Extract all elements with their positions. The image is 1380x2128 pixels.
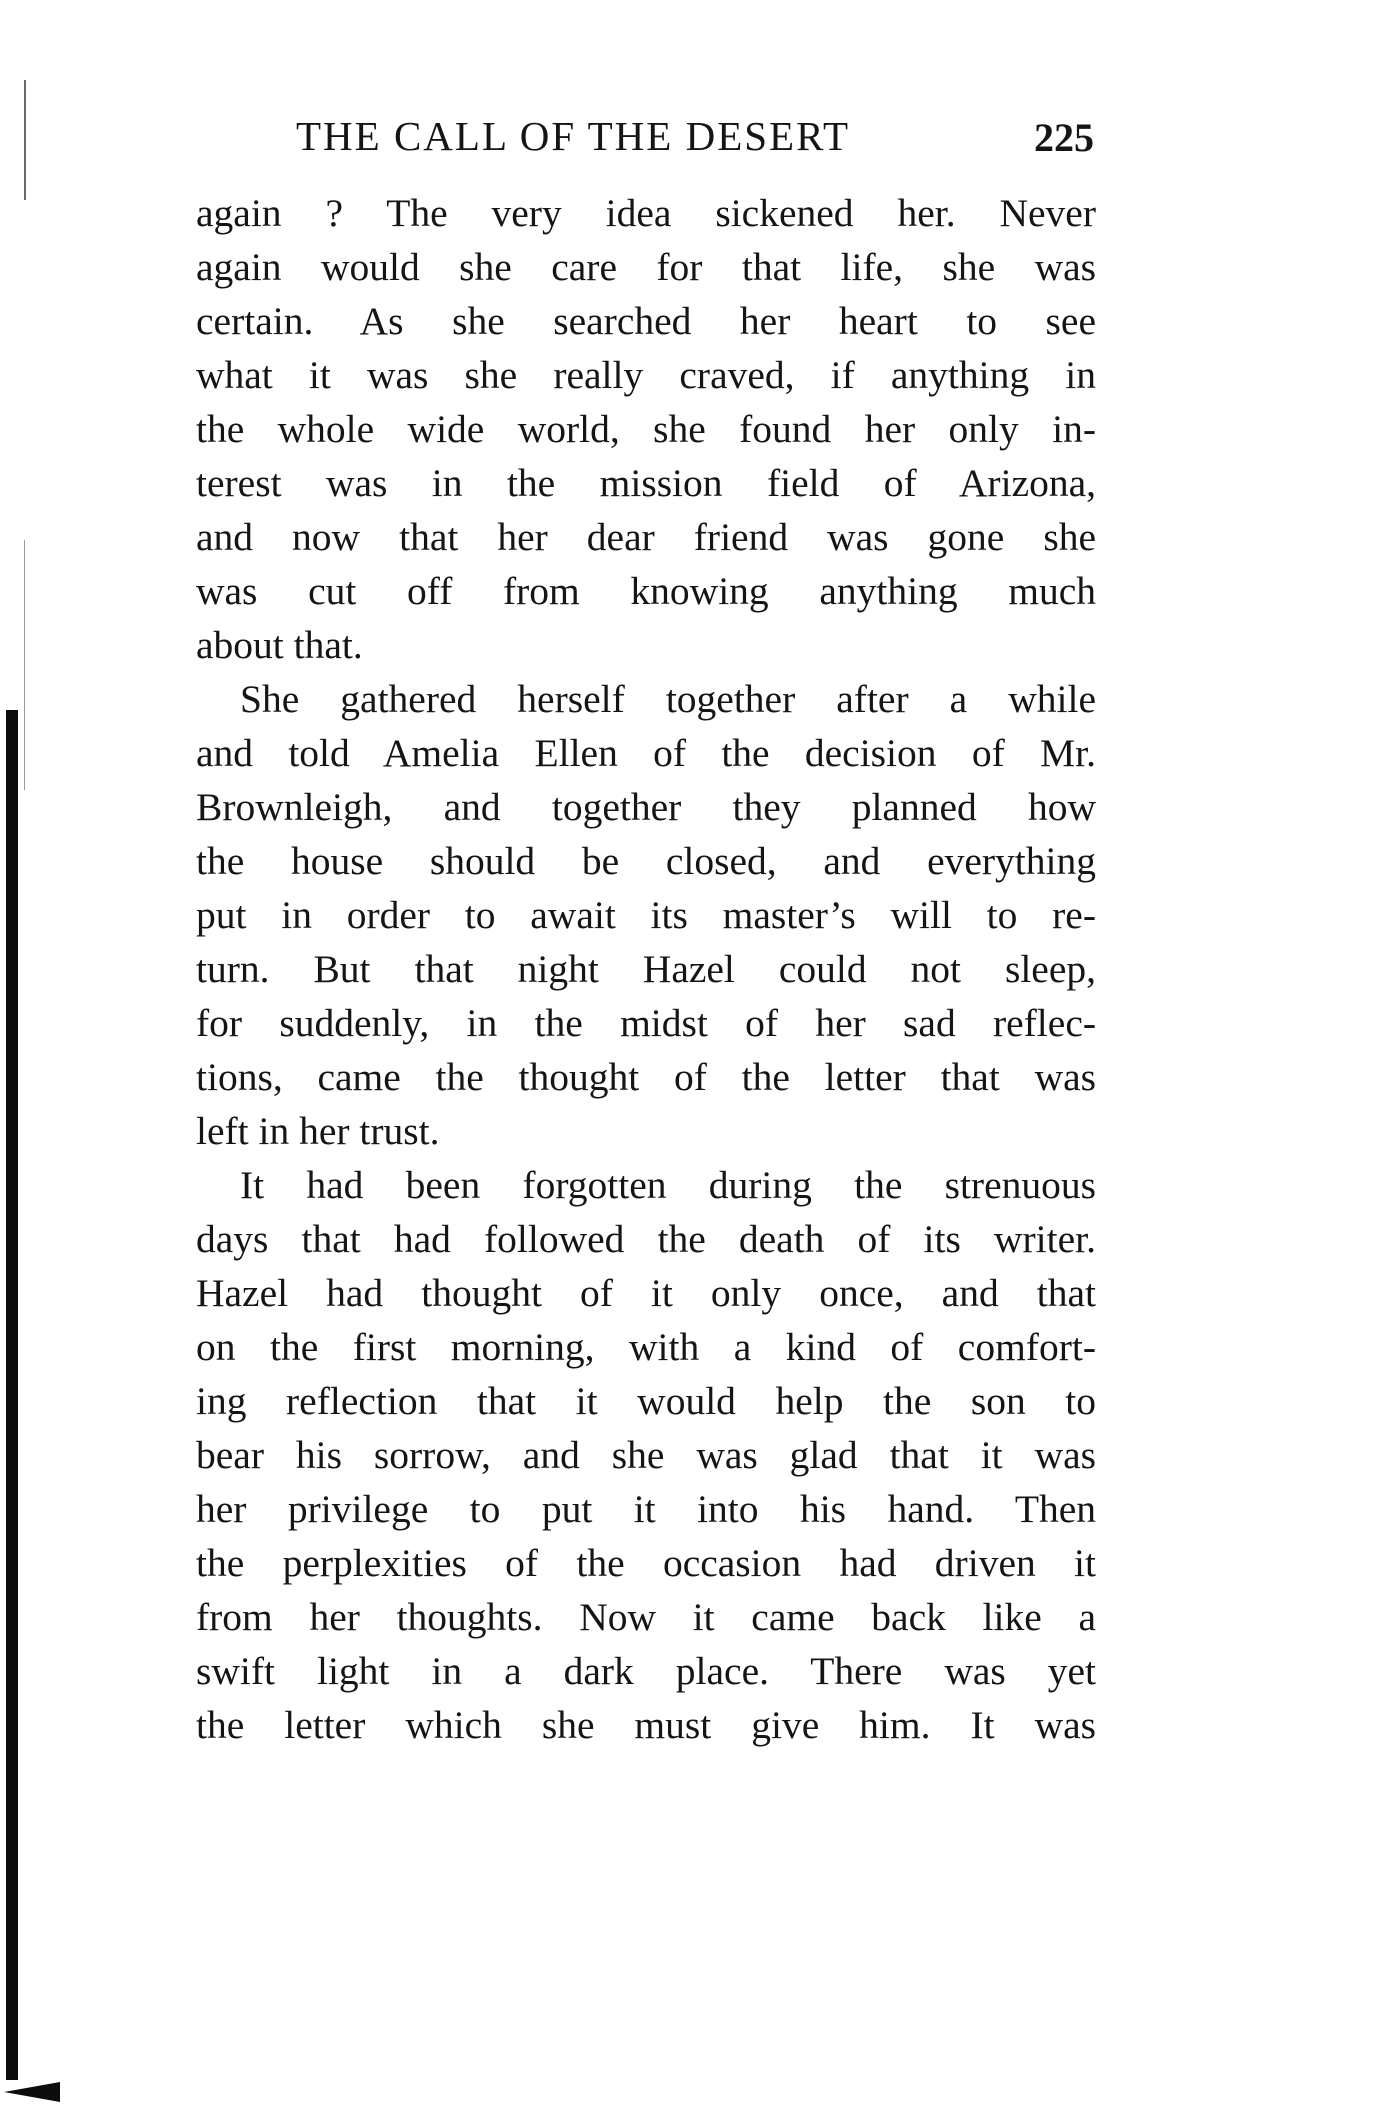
text-line: from her thoughts. Now it came back like a bbox=[196, 1595, 1096, 1639]
page-number: 225 bbox=[1034, 115, 1094, 160]
running-head bbox=[196, 112, 1096, 172]
text-line: left in her trust. bbox=[196, 1109, 440, 1153]
scan-edge-mark bbox=[24, 540, 25, 790]
text-line: ing reflection that it would help the son to bbox=[196, 1379, 1096, 1423]
text-line: Brownleigh, and together they planned how bbox=[196, 785, 1096, 829]
text-line: It had been forgotten during the strenuous bbox=[240, 1163, 1096, 1207]
text-line: again would she care for that life, she was bbox=[196, 245, 1096, 289]
text-line: the whole wide world, she found her only in- bbox=[196, 407, 1096, 451]
book-page bbox=[196, 112, 1096, 1752]
paragraph bbox=[196, 672, 1096, 1158]
text-line: the house should be closed, and everything bbox=[196, 839, 1096, 883]
text-line: bear his sorrow, and she was glad that it was bbox=[196, 1433, 1096, 1477]
scan-page-edge-shadow bbox=[6, 710, 18, 2080]
text-line: the perplexities of the occasion had driven it bbox=[196, 1541, 1096, 1585]
scan-edge-arrow bbox=[4, 2082, 60, 2102]
text-line: swift light in a dark place. There was yet bbox=[196, 1649, 1096, 1693]
text-line: Hazel had thought of it only once, and that bbox=[196, 1271, 1096, 1315]
text-line: tions, came the thought of the letter that was bbox=[196, 1055, 1096, 1099]
text-line: terest was in the mission field of Arizona, bbox=[196, 461, 1096, 505]
paragraph bbox=[196, 1158, 1096, 1752]
text-line: put in order to await its master’s will to re- bbox=[196, 893, 1096, 937]
text-line: was cut off from knowing anything much bbox=[196, 569, 1096, 613]
text-line: and now that her dear friend was gone she bbox=[196, 515, 1096, 559]
text-line: She gathered herself together after a while bbox=[240, 677, 1096, 721]
text-line: the letter which she must give him. It was bbox=[196, 1703, 1096, 1747]
text-line: what it was she really craved, if anything in bbox=[196, 353, 1096, 397]
text-line: for suddenly, in the midst of her sad reflec- bbox=[196, 1001, 1096, 1045]
text-line: her privilege to put it into his hand. Then bbox=[196, 1487, 1096, 1531]
paragraph bbox=[196, 186, 1096, 672]
text-line: turn. But that night Hazel could not sleep, bbox=[196, 947, 1096, 991]
running-title: THE CALL OF THE DESERT bbox=[296, 113, 851, 159]
text-line: days that had followed the death of its writer. bbox=[196, 1217, 1096, 1261]
text-line: again ? The very idea sickened her. Never bbox=[196, 191, 1096, 235]
text-line: and told Amelia Ellen of the decision of Mr. bbox=[196, 731, 1096, 775]
text-line: on the first morning, with a kind of comfort- bbox=[196, 1325, 1096, 1369]
text-line: about that. bbox=[196, 623, 363, 667]
scan-edge-mark bbox=[24, 80, 26, 200]
text-line: certain. As she searched her heart to see bbox=[196, 299, 1096, 343]
